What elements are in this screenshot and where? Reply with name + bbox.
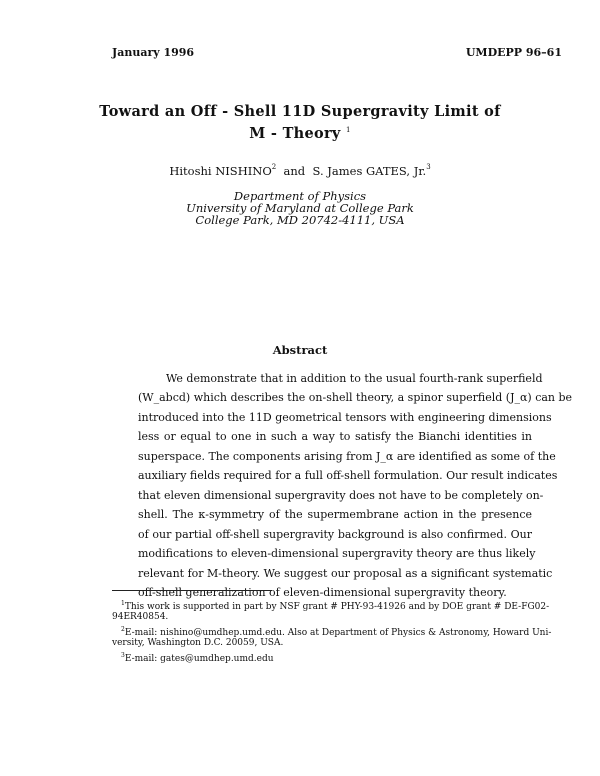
title-line-1: Toward an Off - Shell 11D Supergravity Limit of bbox=[99, 103, 501, 120]
abstract-line-5: superspace. The components arising from J_α are identified as some of the bbox=[138, 450, 556, 463]
author-1-mark: 2 bbox=[271, 163, 277, 171]
title-text: M - Theory bbox=[249, 125, 341, 142]
abstract-line-12: off-shell generalization of eleven-dimensional supergravity theory. bbox=[138, 586, 507, 599]
footnote-2-text: E-mail: nishino@umdhep.umd.edu. Also at Department of Physics & Astronomy, Howard Uni- bbox=[124, 628, 552, 638]
affiliation-line-3: College Park, MD 20742-4111, USA bbox=[195, 213, 405, 227]
affiliation-line-2: University of Maryland at College Park bbox=[186, 201, 414, 215]
abstract-line-1: We demonstrate that in addition to the usual fourth-rank superfield bbox=[166, 372, 543, 385]
abstract-line-7: that eleven dimensional supergravity does not have to be completely on- bbox=[138, 489, 544, 502]
title-footnote-mark: 1 bbox=[346, 126, 351, 134]
footnote-3 bbox=[112, 650, 534, 666]
affiliation-line-1: Department of Physics bbox=[233, 189, 367, 203]
footnote-2-cont: versity, Washington D.C. 20059, USA. bbox=[112, 638, 284, 648]
footnote-1-text: This work is supported in part by NSF grant # PHY-93-41926 and by DOE grant # DE-FG02- bbox=[124, 602, 550, 612]
report-number: UMDEPP 96–61 bbox=[465, 46, 562, 59]
abstract-line-9: of our partial off-shell supergravity background is also confirmed. Our bbox=[138, 528, 532, 541]
author-connector: and bbox=[283, 164, 306, 178]
abstract-line-4: less or equal to one in such a way to satisfy the Bianchi identities in bbox=[138, 430, 532, 443]
abstract-line-6: auxiliary fields required for a full off-shell formulation. Our result indicates bbox=[138, 469, 558, 482]
header-date: January 1996 bbox=[112, 46, 195, 59]
author-2-mark: 3 bbox=[426, 163, 431, 171]
footnote-1-cont: 94ER40854. bbox=[112, 612, 169, 622]
footnote-1-mark: 1 bbox=[121, 600, 125, 607]
title-line-2 bbox=[0, 125, 600, 142]
abstract-line-8: shell. The κ-symmetry of the supermembrane action in the presence bbox=[138, 508, 532, 521]
abstract-heading: Abstract bbox=[272, 343, 328, 357]
abstract-line-3: introduced into the 11D geometrical tensors with engineering dimensions bbox=[138, 411, 552, 424]
footnote-3-text: E-mail: gates@umdhep.umd.edu bbox=[124, 654, 274, 664]
footnote-3-mark: 3 bbox=[121, 652, 125, 659]
abstract-line-11: relevant for M-theory. We suggest our proposal as a significant systematic bbox=[138, 567, 553, 580]
abstract-line-2: (W_abcd) which describes the on-shell theory, a spinor superfield (J_α) can be bbox=[138, 391, 573, 404]
footnote-2-mark: 2 bbox=[121, 626, 125, 633]
abstract-line-10: modifications to eleven-dimensional supergravity theory are thus likely bbox=[138, 547, 536, 560]
authors bbox=[0, 163, 600, 178]
author-1: Hitoshi NISHINO bbox=[169, 164, 272, 178]
author-2: S. James GATES, Jr. bbox=[312, 164, 427, 178]
footnote-rule bbox=[112, 590, 272, 591]
